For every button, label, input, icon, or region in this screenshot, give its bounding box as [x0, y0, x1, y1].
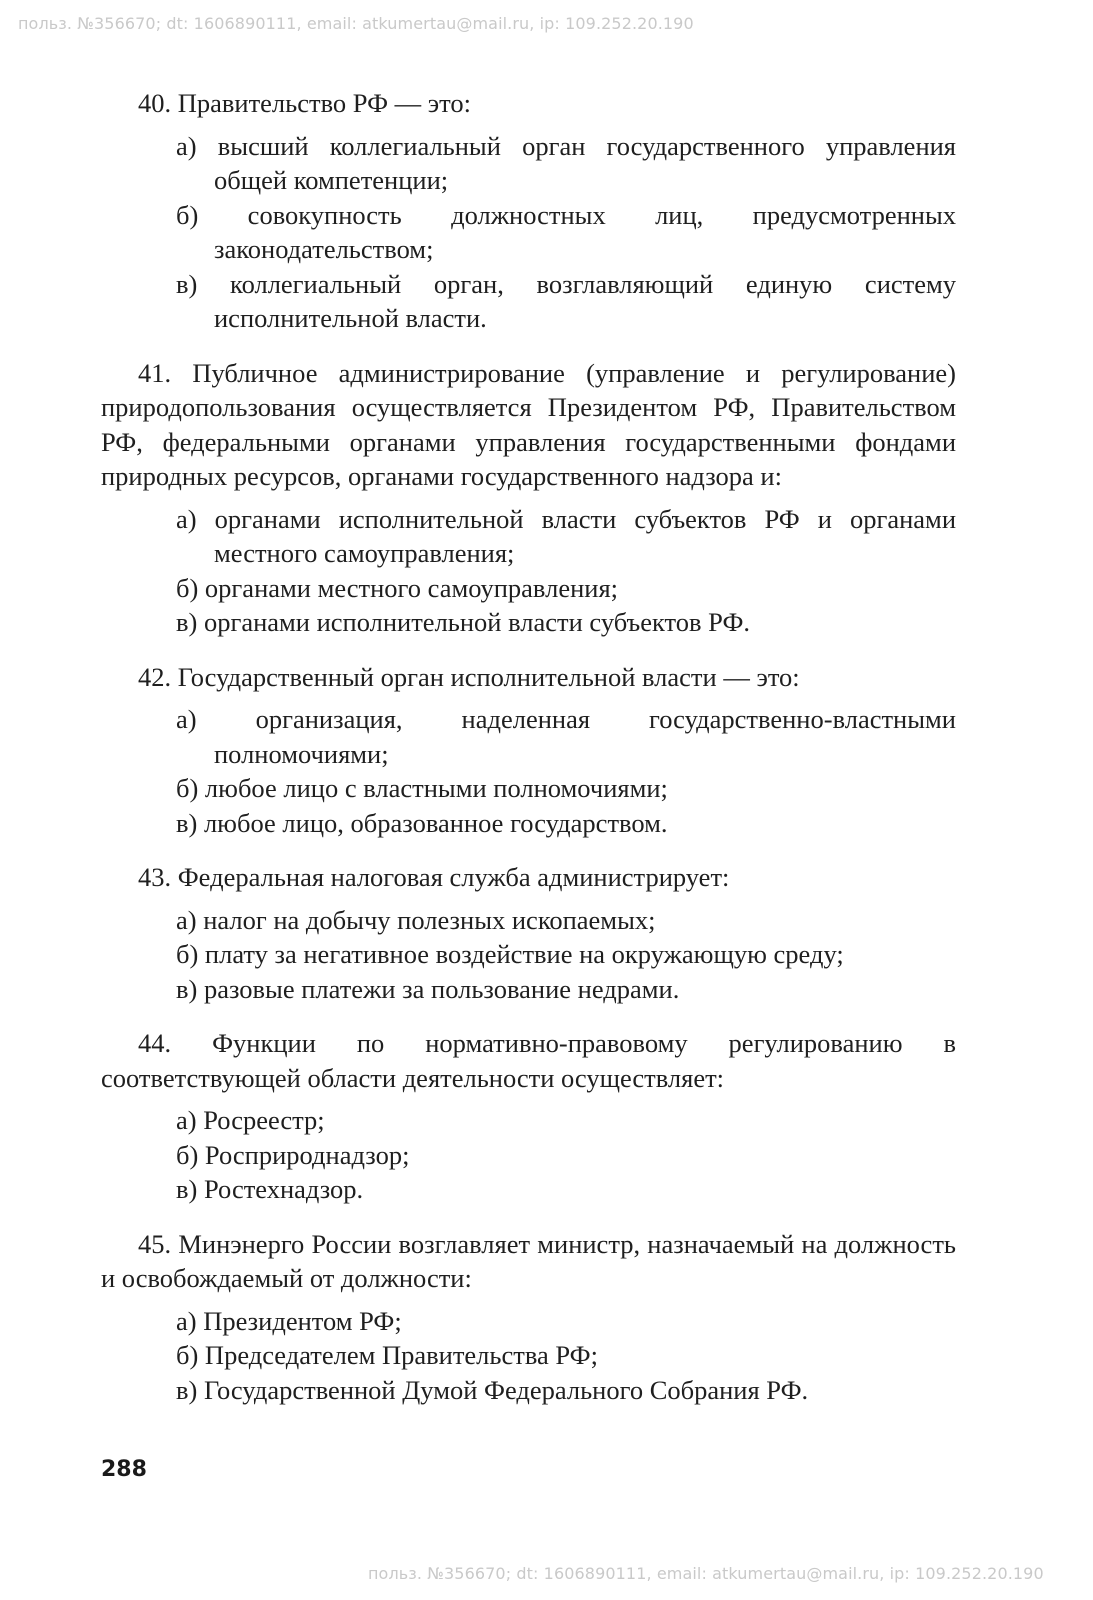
- options-40: [101, 129, 956, 336]
- option-42-b: б) любое лицо с властными полномочиями;: [176, 773, 668, 803]
- option-44-a: а) Росреестр;: [176, 1105, 325, 1135]
- watermark-bottom: польз. №356670; dt: 1606890111, email: atkumertau@mail.ru, ip: 109.252.20.190: [368, 1564, 1044, 1583]
- question-42: 42. Государственный орган исполнительной власти — это:: [138, 661, 800, 692]
- option-45-a: а) Президентом РФ;: [176, 1305, 402, 1336]
- page-content: [101, 86, 956, 1427]
- option-42-a: а) организация, наделенная государственно-властными полномочиями;: [176, 704, 956, 769]
- option-41-a: а) органами исполнительной власти субъектов РФ и органами местного самоуправления;: [176, 503, 956, 568]
- option-44-c: в) Ростехнадзор.: [176, 1174, 364, 1204]
- option-45-c: в) Государственной Думой Федерального Собрания РФ.: [176, 1374, 809, 1405]
- option-42-c: в) любое лицо, образованное государством.: [176, 807, 668, 838]
- option-44-b: б) Росприроднадзор;: [176, 1139, 410, 1170]
- option-40-b: б) совокупность должностных лиц, предусмотренных законодательством;: [176, 199, 956, 264]
- option-41-b: б) органами местного самоуправления;: [176, 572, 618, 603]
- option-40-c: в) коллегиальный орган, возглавляющий единую систему исполнительной власти.: [176, 268, 956, 333]
- option-43-b: б) плату за негативное воздействие на окружающую среду;: [176, 939, 844, 969]
- question-40: 40. Правительство РФ — это:: [138, 88, 471, 118]
- question-41: 41. Публичное администрирование (управление и регулирование) природопользования осуществляется Президентом РФ, Правительством РФ, федеральными органами управления государственными фондами природных ресурсов, органами государственного надзора и:: [101, 357, 956, 491]
- options-45: [101, 1304, 956, 1408]
- watermark-top: польз. №356670; dt: 1606890111, email: atkumertau@mail.ru, ip: 109.252.20.190: [18, 14, 694, 33]
- question-43: 43. Федеральная налоговая служба администрирует:: [138, 862, 730, 892]
- options-42: [101, 702, 956, 840]
- option-43-c: в) разовые платежи за пользование недрами.: [176, 973, 680, 1004]
- option-40-a: а) высший коллегиальный орган государственного управления общей компетенции;: [176, 130, 956, 195]
- question-45: 45. Минэнерго России возглавляет министр, назначаемый на должность и освобождаемый от должности:: [101, 1228, 956, 1293]
- option-43-a: а) налог на добычу полезных ископаемых;: [176, 904, 656, 935]
- option-45-b: б) Председателем Правительства РФ;: [176, 1340, 598, 1370]
- options-43: [101, 903, 956, 1007]
- option-41-c: в) органами исполнительной власти субъектов РФ.: [176, 607, 751, 637]
- options-41: [101, 502, 956, 640]
- page-number: 288: [101, 1457, 147, 1482]
- options-44: [101, 1103, 956, 1207]
- question-44: 44. Функции по нормативно-правовому регулированию в соответствующей области деятельности осуществляет:: [101, 1028, 956, 1093]
